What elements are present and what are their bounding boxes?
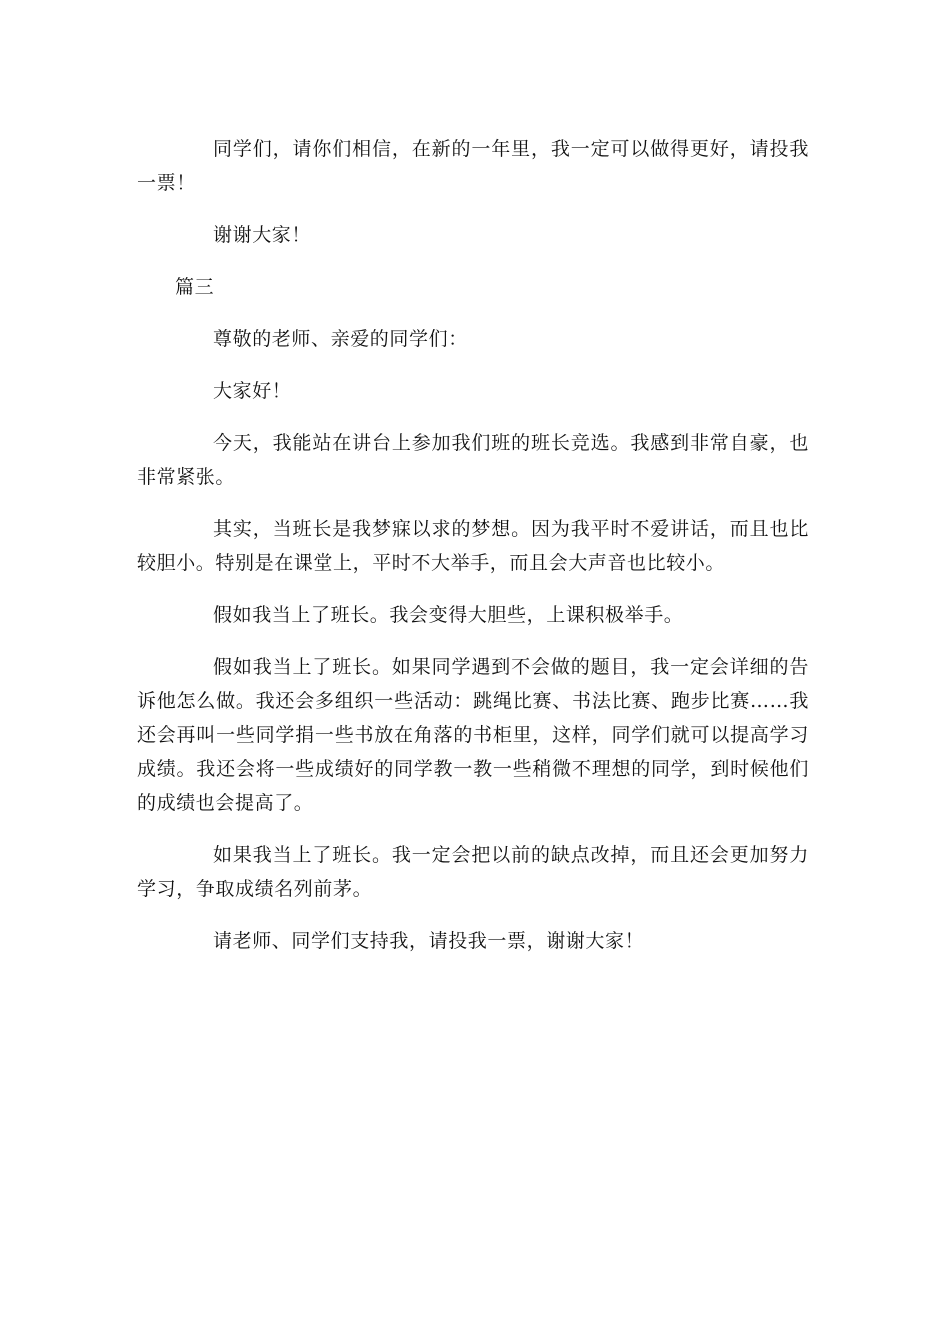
paragraph-closing: 请老师、同学们支持我，请投我一票，谢谢大家！ xyxy=(213,930,645,952)
paragraph-promise-improve: 如果我当上了班长。我一定会把以前的缺点改掉，而且还会更加努力学习，争取成绩名列前茅。 xyxy=(137,844,809,900)
paragraph-promise-help: 假如我当上了班长。如果同学遇到不会做的题目，我一定会详细的告诉他怎么做。我还会多组织一些活动：跳绳比赛、书法比赛、跑步比赛……我还会再叫一些同学捐一些书放在角落的书柜里，这样，同学们就可以提高学习成绩。我还会将一些成绩好的同学教一教一些稍微不理想的同学，到时候他们的成绩也会提高了。 xyxy=(137,656,809,814)
paragraph-intro: 今天，我能站在讲台上参加我们班的班长竞选。我感到非常自豪，也非常紧张。 xyxy=(137,432,809,488)
paragraph-vote-appeal: 同学们，请你们相信，在新的一年里，我一定可以做得更好，请投我一票！ xyxy=(137,138,809,194)
paragraph-greeting: 大家好！ xyxy=(213,380,292,402)
paragraph-thanks: 谢谢大家！ xyxy=(213,224,312,246)
paragraph-dream: 其实，当班长是我梦寐以求的梦想。因为我平时不爱讲话，而且也比较胆小。特别是在课堂上，平时不大举手，而且会大声音也比较小。 xyxy=(137,518,809,574)
section-heading: 篇三 xyxy=(175,276,215,298)
document-body xyxy=(137,132,809,976)
paragraph-promise-bold: 假如我当上了班长。我会变得大胆些，上课积极举手。 xyxy=(213,604,684,626)
paragraph-salutation: 尊敬的老师、亲爱的同学们： xyxy=(213,328,468,350)
